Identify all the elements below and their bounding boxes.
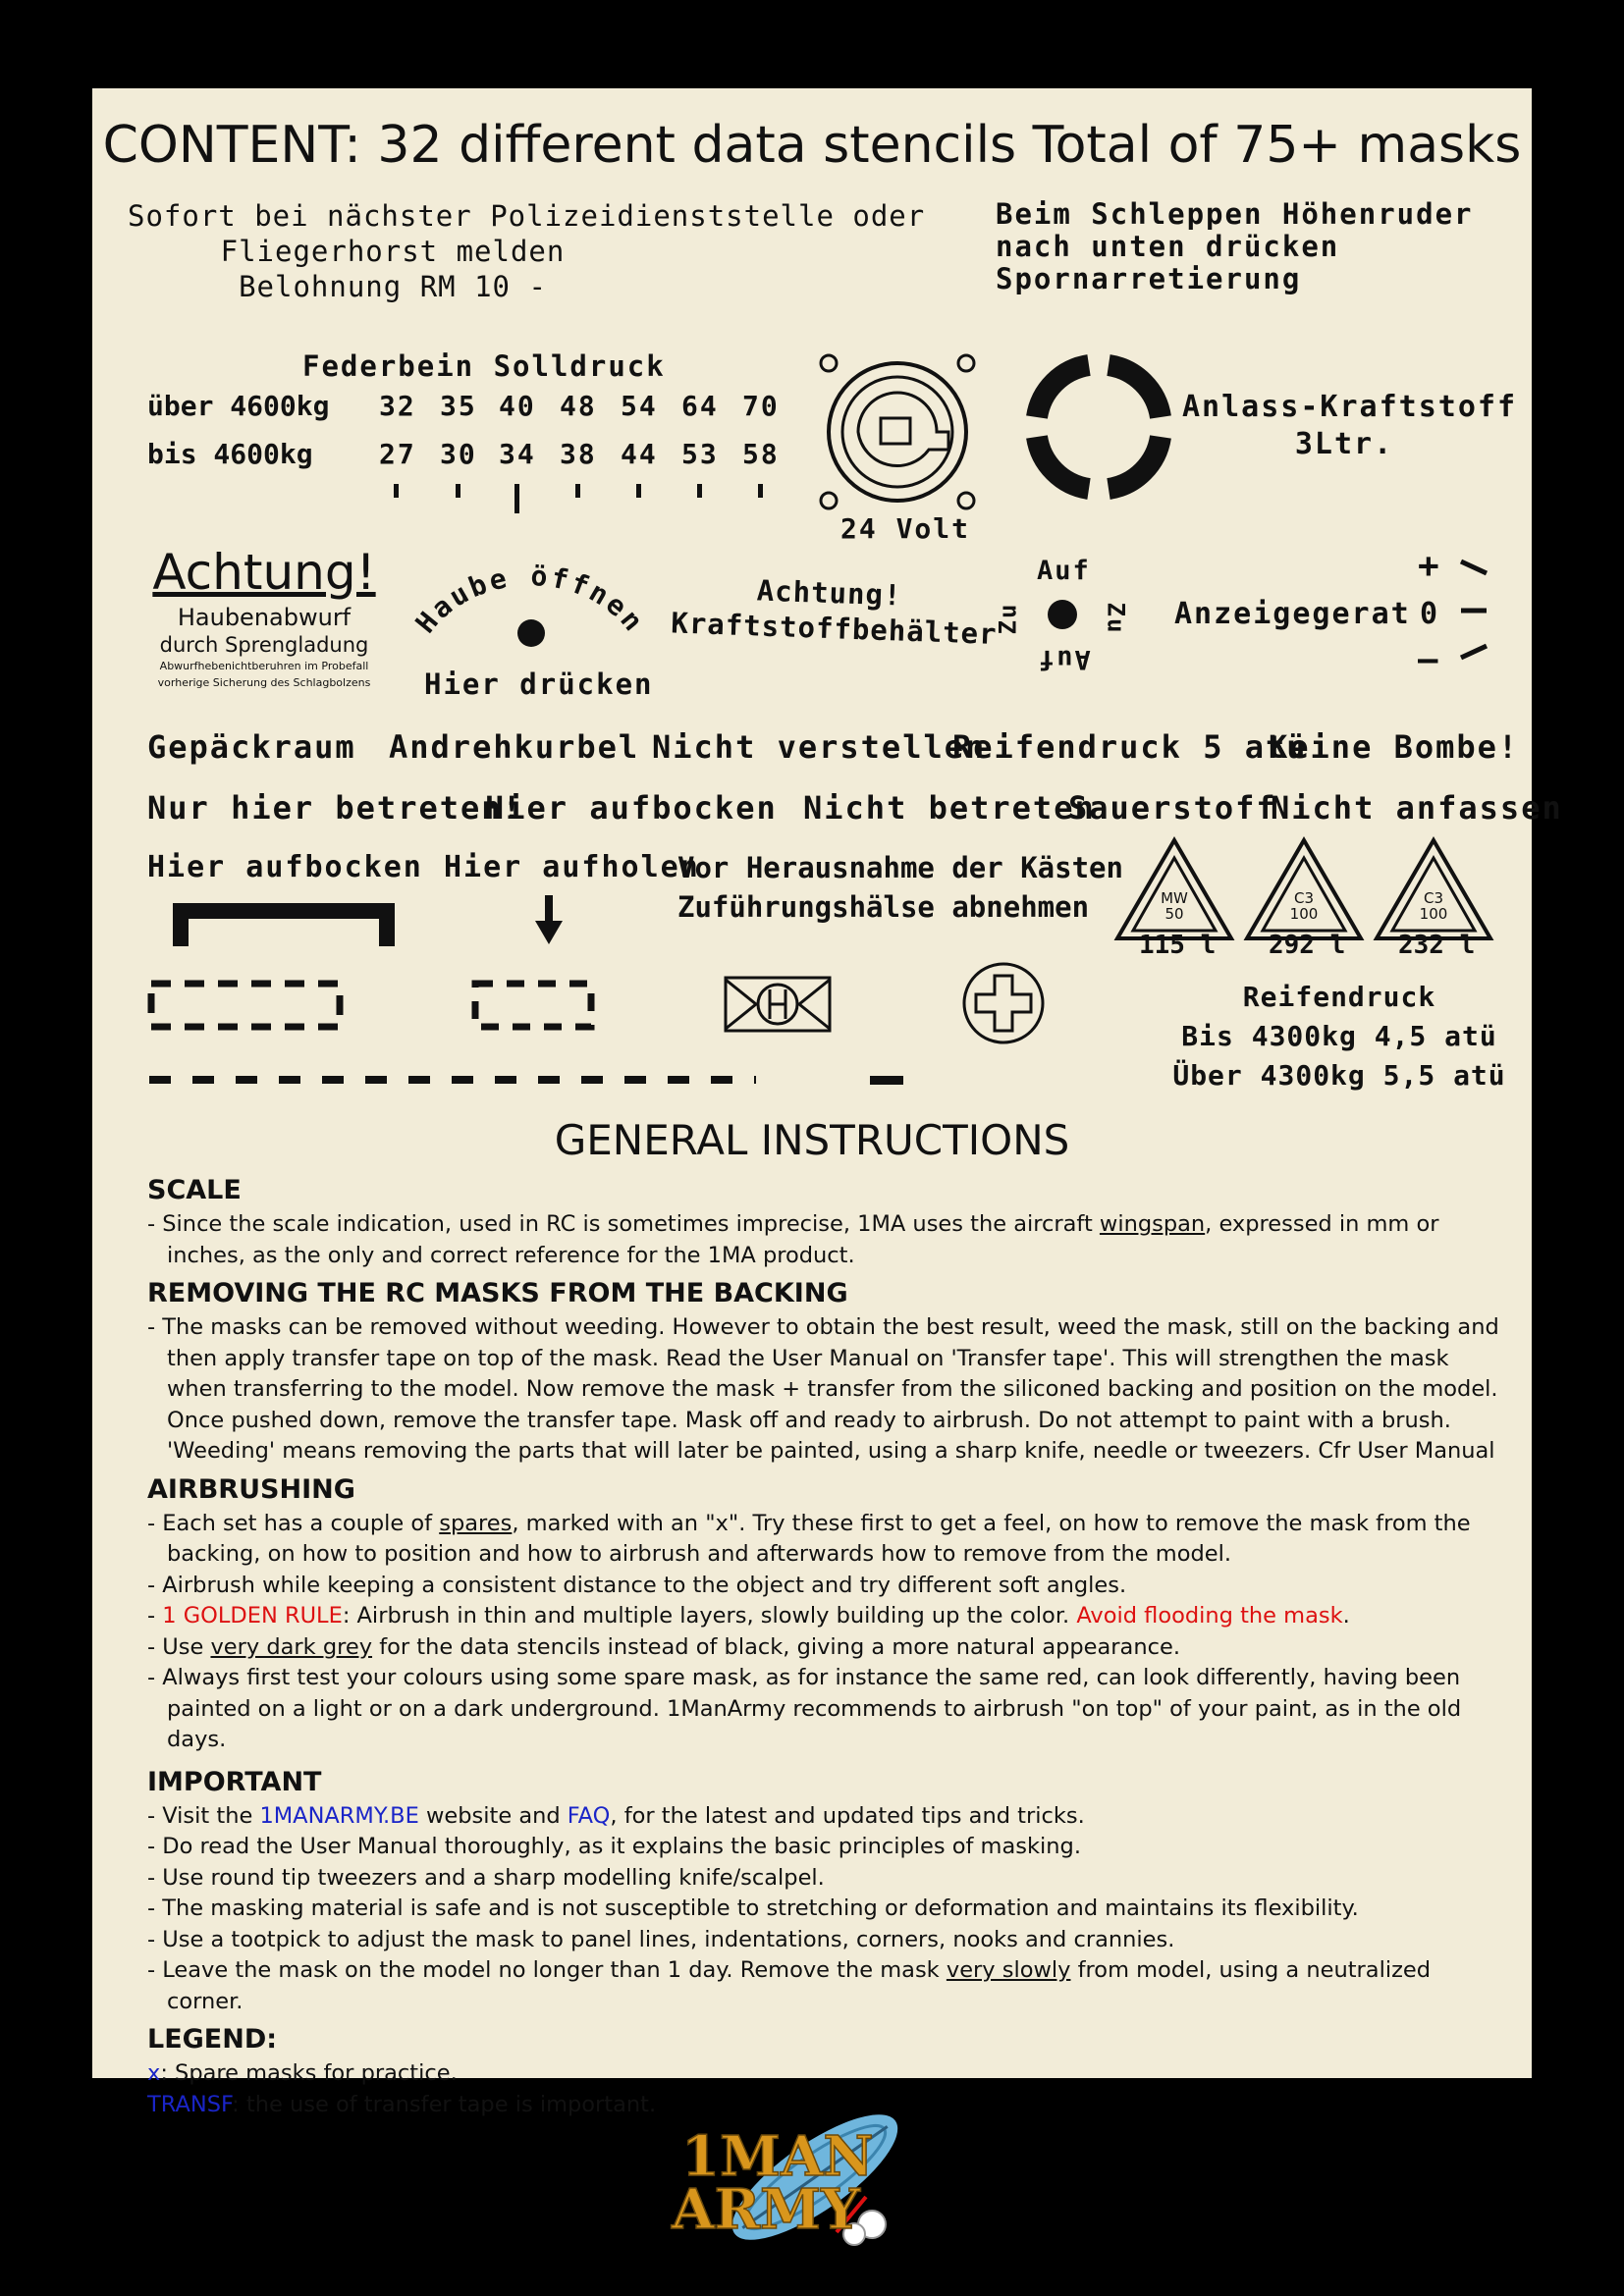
air3-end: .: [1342, 1603, 1350, 1629]
scale-text: [147, 1209, 1512, 1271]
anzeige-zero: 0: [1420, 597, 1440, 631]
haube-bottom: Hier drücken: [424, 667, 654, 701]
reifendruck-line-1: Reifendruck: [1242, 981, 1436, 1013]
tow-line-2: nach unten drücken: [996, 230, 1340, 263]
removing-text: - The masks can be removed without weeding. However to obtain the best result, weed the mask, still on the backing and then apply transfer tape on top of the mask. Read the User Manual on 'Transfer tape'. This will strengthen the mask when transferring to the model. Now remove the mask + transfer from the siliconed backing and position on the model. Once pushed down, remove the transfer tape. Mask off and ready to airbrush. Do not attempt to paint with a brush. 'Weeding' means removing the parts that will later be painted, using a sharp knife, needle or tweezers. Cfr User Manual: [147, 1314, 1499, 1464]
triangle-2-inner1: C3: [1293, 889, 1315, 907]
legend-item-1: [147, 2058, 1512, 2090]
imp1-b: website and: [418, 1802, 568, 1829]
federbein-title: Federbein Solldruck: [302, 349, 666, 383]
fb-r2-5: 53: [681, 438, 719, 470]
imp1-a: - Visit the: [147, 1802, 260, 1829]
scale-text-a: - Since the scale indication, used in RC is sometimes imprecise, 1MA uses the aircraft: [147, 1211, 1100, 1237]
police-line-3: Belohnung RM 10 -: [239, 270, 547, 303]
anzeige-minus: –: [1418, 640, 1440, 679]
scale-wingspan: wingspan: [1099, 1211, 1206, 1237]
volt-label: 24 Volt: [840, 512, 971, 545]
fb-r2-2: 34: [499, 438, 536, 470]
triangle-2-inner2: 100: [1289, 905, 1319, 923]
air1-spares: spares: [439, 1510, 513, 1536]
golden-rule: 1 GOLDEN RULE: [162, 1603, 343, 1629]
airbrush-item-2: - Airbrush while keeping a consistent distance to the object and try different soft angles.: [147, 1572, 1127, 1598]
triangle-3-inner1: C3: [1423, 889, 1444, 907]
removing-heading: REMOVING THE RC MASKS FROM THE BACKING: [147, 1278, 848, 1308]
triangle-1-label: 115 l: [1139, 931, 1217, 960]
kasten-line-2: Zuführungshälse abnehmen: [677, 890, 1090, 924]
zu-right: Zu: [1102, 602, 1130, 635]
important-item-1: [147, 1801, 1512, 1833]
air1-b: , marked with an "x". Try these first to get a feel, on how to remove the mask from the backing, on how to position and how to airbrush and afterwards how to remove from the model.: [167, 1510, 1471, 1567]
imp6-b: from model, using a neutralized corner.: [167, 1957, 1432, 2014]
achtung-title: Achtung!: [152, 544, 376, 601]
triangle-2-label: 292 l: [1269, 931, 1346, 960]
air4-b: for the data stencils instead of black, giving a more natural appearance.: [372, 1633, 1180, 1660]
row-c-aufholen: Hier aufholen: [444, 850, 700, 884]
important-heading: IMPORTANT: [147, 1766, 322, 1797]
tow-line-3: Spornarretierung: [996, 262, 1302, 295]
dashed-box-large: [151, 984, 340, 1027]
arrow-down-icon: [535, 895, 563, 944]
row-a-0: Gepäckraum: [147, 728, 356, 766]
triangle-3-icon: [1373, 836, 1494, 942]
row-a-2: Nicht verstellen: [652, 728, 987, 766]
air4-a: - Use: [147, 1633, 211, 1660]
auf-bottom: Auf: [1037, 644, 1091, 674]
tank-line-2: Kraftstoffbehälter: [670, 606, 999, 651]
important-item-2: - Do read the User Manual thoroughly, as it explains the basic principles of masking.: [147, 1834, 1081, 1859]
achtung-line-1: Haubenabwurf: [177, 604, 352, 631]
row-b-1: Hier aufbocken: [485, 789, 778, 827]
important-item-4: - The masking material is safe and is not susceptible to stretching or deformation and maintains its flexibility.: [147, 1896, 1359, 1921]
fb-r1-1: 35: [440, 390, 477, 422]
imp1-c: , for the latest and updated tips and tricks.: [610, 1802, 1085, 1829]
federbein-row1-label: über 4600kg: [147, 390, 330, 422]
important-item-5: - Use a tootpick to adjust the mask to panel lines, indentations, corners, nooks and crannies.: [147, 1926, 1175, 1952]
legend-key-x: x: [147, 2060, 161, 2086]
triangle-2-icon: [1243, 836, 1365, 942]
reifendruck-line-3: Über 4300kg 5,5 atü: [1172, 1059, 1506, 1092]
airbrush-item-5: - Always first test your colours using some spare mask, as for instance the same red, can look differently, having been painted on a light or on a dark underground. 1ManArmy recommends to airbrush "on top" of your paint, as in the old days.: [147, 1665, 1462, 1752]
triangle-3-inner2: 100: [1419, 905, 1448, 923]
row-b-4: Nicht anfassen: [1271, 789, 1563, 827]
achtung-small-2: vorherige Sicherung des Schlagbolzens: [157, 676, 371, 689]
1manarmy-logo: [658, 2099, 913, 2256]
anzeige-plus: +: [1418, 546, 1441, 586]
airbrush-item-4: [147, 1632, 1512, 1664]
kasten-line-1: Vor Herausnahme der Kästen: [677, 851, 1123, 884]
jack-bracket: [173, 903, 395, 946]
scale-text-b: , expressed in mm or inches, as the only and correct reference for the 1MA product.: [167, 1211, 1439, 1268]
achtung-line-2: durch Sprengladung: [159, 633, 369, 657]
instruction-sheet: [92, 88, 1563, 2117]
logo-line-1: 1MAN: [681, 2124, 874, 2189]
plug-symbol-icon: [726, 978, 830, 1031]
fuel-line-2: 3Ltr.: [1294, 427, 1394, 461]
content-title: CONTENT: 32 different data stencils Total of 75+ masks: [102, 116, 1522, 175]
zu-left: Zu: [994, 602, 1022, 635]
important-item-6: [147, 1955, 1512, 2017]
airbrush-item-3: [147, 1601, 1512, 1632]
row-a-4: Keine Bombe!: [1269, 728, 1520, 766]
haube-arc-text: Haube öffnen: [408, 559, 652, 640]
air3-dash: -: [147, 1603, 163, 1629]
dashed-box-small: [475, 984, 591, 1027]
important-item-3: - Use round tip tweezers and a sharp modelling knife/scalpel.: [147, 1864, 825, 1891]
fb-r2-0: 27: [379, 438, 416, 470]
imp6-very-slowly: very slowly: [946, 1957, 1071, 1983]
air4-dark-grey: very dark grey: [210, 1633, 373, 1660]
avoid-flooding: Avoid flooding the mask: [1076, 1603, 1343, 1629]
logo-line-2: ARMY: [672, 2177, 860, 2242]
airbrushing-heading: AIRBRUSHING: [147, 1473, 355, 1505]
police-line-2: Fliegerhorst melden: [220, 235, 566, 268]
achtung-small-1: Abwurfhebenichtberuhren im Probefall: [159, 660, 369, 672]
dash-single: [870, 1076, 903, 1085]
fb-r2-3: 38: [560, 438, 597, 470]
website-link[interactable]: 1MANARMY.BE: [259, 1802, 419, 1829]
auf-top: Auf: [1037, 556, 1091, 586]
row-b-2: Nicht betreten: [803, 789, 1096, 827]
air3-mid: : Airbrush in thin and multiple layers, slowly building up the color.: [342, 1603, 1077, 1629]
triangle-3-label: 232 l: [1398, 931, 1476, 960]
row-b-3: Sauerstoff: [1068, 789, 1277, 827]
legend-heading: LEGEND:: [147, 2024, 278, 2055]
fb-r2-1: 30: [440, 438, 477, 470]
row-a-3: Reifendruck 5 atü: [952, 728, 1308, 766]
fb-r1-6: 70: [742, 390, 780, 422]
fuel-line-1: Anlass-Kraftstoff: [1182, 390, 1518, 424]
cross-circle-icon: [964, 964, 1043, 1042]
triangle-1-icon: [1113, 836, 1235, 942]
instructions-body: [147, 1168, 1512, 2120]
row-a-1: Andrehkurbel: [389, 728, 640, 766]
anzeige-label: Anzeigegerat: [1174, 597, 1411, 631]
faq-link[interactable]: FAQ: [567, 1802, 611, 1829]
airbrush-item-1: [147, 1509, 1512, 1571]
tow-line-1: Beim Schleppen Höhenruder: [996, 197, 1474, 231]
police-line-1: Sofort bei nächster Polizeidienststelle oder: [128, 199, 926, 233]
triangle-1-inner1: MW: [1161, 889, 1188, 907]
row-b-0: Nur hier betreten!: [147, 789, 523, 827]
reifendruck-stencil: [1163, 978, 1516, 1095]
legend-text-1: : Spare masks for practice.: [160, 2060, 458, 2086]
air1-a: - Each set has a couple of: [147, 1510, 440, 1536]
federbein-row2-label: bis 4600kg: [147, 438, 313, 470]
fb-r1-3: 48: [560, 390, 597, 422]
fb-r2-6: 58: [742, 438, 780, 470]
triangle-1-inner2: 50: [1164, 905, 1184, 923]
reifendruck-line-2: Bis 4300kg 4,5 atü: [1181, 1020, 1497, 1052]
fb-r1-0: 32: [379, 390, 416, 422]
general-instructions-title: GENERAL INSTRUCTIONS: [554, 1116, 1070, 1164]
row-c-aufbocken: Hier aufbocken: [147, 850, 423, 884]
legend-key-transf: TRANSF: [147, 2091, 233, 2117]
tank-line-1: Achtung!: [756, 573, 903, 613]
fb-r1-2: 40: [499, 390, 536, 422]
scale-heading: SCALE: [147, 1175, 242, 1205]
legend-text-2: : the use of transfer tape is important.: [232, 2091, 657, 2117]
fb-r2-4: 44: [621, 438, 658, 470]
imp6-a: - Leave the mask on the model no longer than 1 day. Remove the mask: [147, 1957, 947, 1983]
fb-r1-5: 64: [681, 390, 719, 422]
fb-r1-4: 54: [621, 390, 658, 422]
